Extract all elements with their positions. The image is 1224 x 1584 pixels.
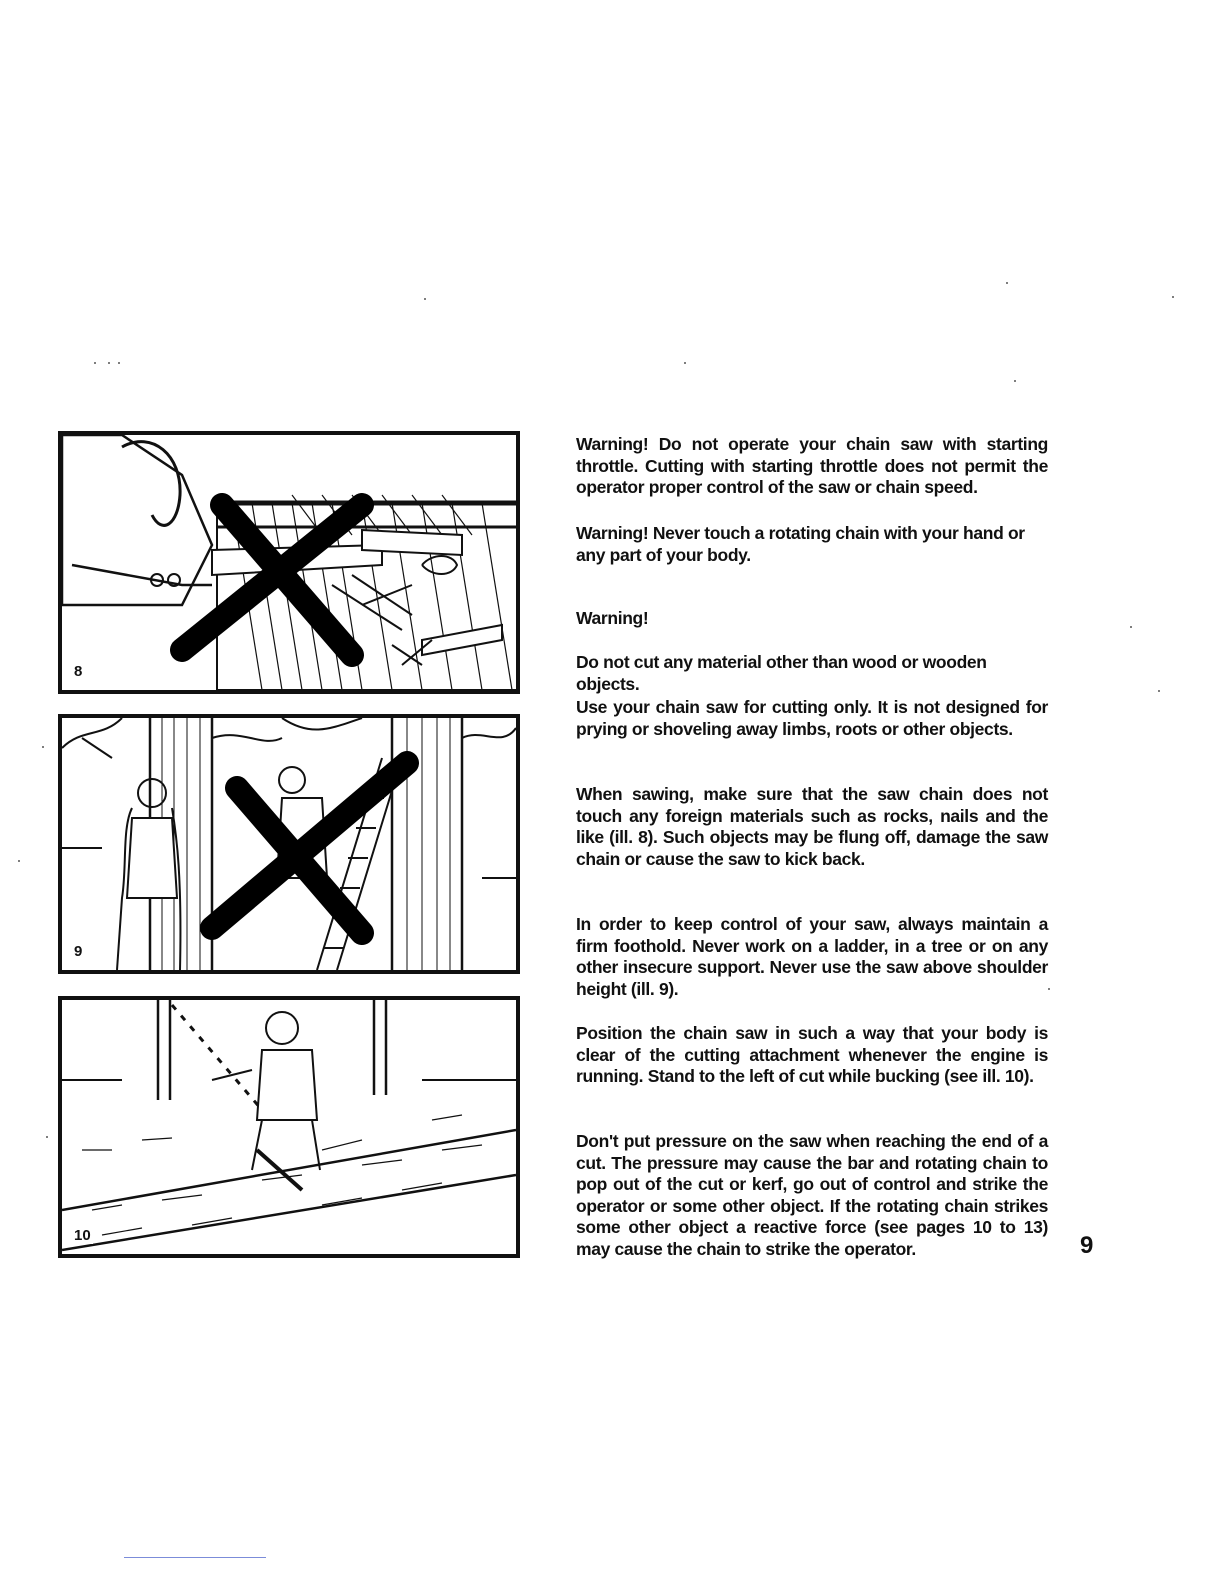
paragraph-text: Never touch a rotating chain with your hand or any part of your body. bbox=[576, 523, 1025, 565]
warning-starting-throttle bbox=[576, 434, 1048, 499]
warning-lead: Warning! bbox=[576, 434, 649, 454]
figure-9 bbox=[58, 714, 520, 974]
figure-10 bbox=[58, 996, 520, 1258]
paragraph-end-of-cut: Don't put pressure on the saw when reaching the end of a cut. The pressure may cause the bar and rotating chain to pop out of the cut or kerf, go out of control and strike the operator or some other object. If the rotating chain strikes some other object a reactive force (see pages 10 to 13) may cause the chain to strike the operator. bbox=[576, 1131, 1048, 1259]
paragraph-cutting-only: Use your chain saw for cutting only. It is not designed for prying or shoveling away limbs, roots or other objects. bbox=[576, 697, 1048, 739]
warning-lead: Warning! bbox=[576, 523, 649, 543]
figure-number: 9 bbox=[74, 943, 83, 960]
scan-speck bbox=[1006, 282, 1008, 284]
warning-lead: Warning! bbox=[576, 608, 649, 628]
scan-speck bbox=[18, 860, 20, 862]
scan-speck bbox=[1048, 988, 1050, 990]
scan-speck bbox=[118, 362, 120, 364]
warning-rotating-chain bbox=[576, 523, 1048, 566]
paragraph-foreign-materials: When sawing, make sure that the saw chain does not touch any foreign materials such as rocks, nails and the like (ill. 8). Such objects may be flung off, damage the saw chain or cause the saw to kick back. bbox=[576, 784, 1048, 869]
paragraph-text: Do not operate your chain saw with starting throttle. Cutting with starting throttle does not permit the operator proper control of the saw or chain speed. bbox=[576, 434, 1048, 497]
figure-8 bbox=[58, 431, 520, 694]
scan-speck bbox=[1172, 296, 1174, 298]
bucking-log-illustration bbox=[62, 1000, 516, 1254]
scan-speck bbox=[108, 362, 110, 364]
scan-speck bbox=[46, 1136, 48, 1138]
ladder-and-tree-illustration bbox=[62, 718, 516, 970]
paragraph-firm-foothold: In order to keep control of your saw, always maintain a firm foothold. Never work on a ladder, in a tree or on any other insecure support. Never use the saw above shoulder height (ill. 9). bbox=[576, 914, 1048, 999]
scan-speck bbox=[42, 746, 44, 748]
scan-speck bbox=[424, 298, 426, 300]
scan-speck bbox=[684, 362, 686, 364]
scan-speck bbox=[1158, 690, 1160, 692]
underline-artifact bbox=[124, 1557, 266, 1558]
scan-speck bbox=[1130, 626, 1132, 628]
page-number: 9 bbox=[1080, 1232, 1094, 1259]
scan-speck bbox=[94, 362, 96, 364]
figure-number: 8 bbox=[74, 663, 83, 680]
warning-heading bbox=[576, 608, 1048, 630]
paragraph-wood-only: Do not cut any material other than wood or wooden objects. bbox=[576, 652, 987, 694]
scan-speck bbox=[1014, 380, 1016, 382]
paragraph-body-position: Position the chain saw in such a way that your body is clear of the cutting attachment whenever the engine is running. Stand to the left of cut while bucking (see ill. 10). bbox=[576, 1023, 1048, 1086]
chain-saw-cutting-illustration bbox=[62, 435, 516, 690]
figure-number: 10 bbox=[74, 1227, 91, 1244]
